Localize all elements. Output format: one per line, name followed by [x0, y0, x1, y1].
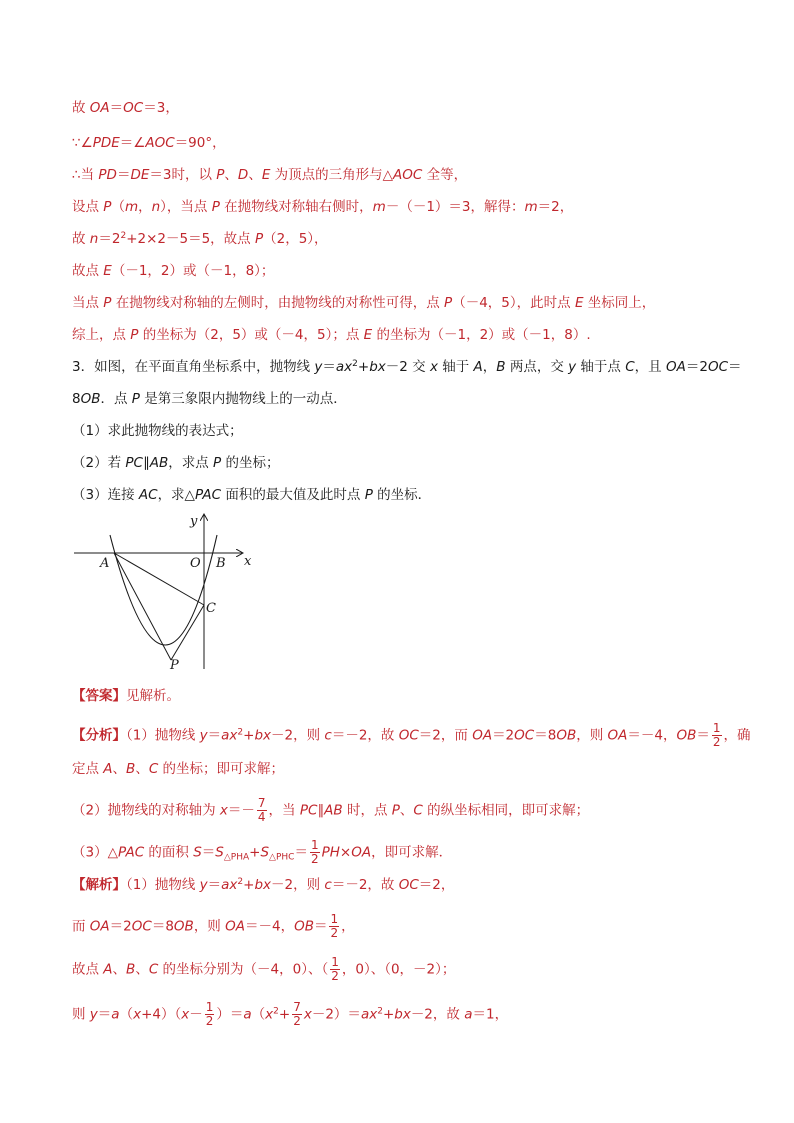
- solution-3-line-4: 则 y＝a（x+4）（x－ $\frac{1}{2}$ ）$=a(x^2+$ $\frac{7}{2}$ $x-2)=ax^2+bx-2$，故 a＝1，: [72, 1000, 509, 1028]
- label-a: A: [100, 556, 110, 571]
- solution-3-line-3: 故点 A、B、C 的坐标分别为（－4，0）、（ $\frac{1}{2}$ ，0）、（0，－2）；: [72, 955, 456, 983]
- question-3-line-2: 8OB．点 P 是第三象限内抛物线上的一动点．: [72, 391, 347, 407]
- parabola-figure: [72, 511, 272, 675]
- fraction: $\frac{1}{2}$: [205, 1000, 214, 1028]
- label-y: y: [190, 514, 198, 529]
- question-3-line-1: 3．如图，在平面直角坐标系中，抛物线 $y=ax^2+bx-2$ 交 x 轴于 A，B 两点，交 y 轴于点 C，且 OA＝2OC＝: [72, 359, 742, 375]
- segment-pc: [171, 605, 204, 660]
- solution-3-line-1: 【解析】（1）抛物线 $y=ax^2+bx-2$，则 c＝－2，故 OC＝2，: [72, 877, 455, 893]
- fraction: $\frac{1}{2}$: [330, 912, 339, 940]
- label-p: P: [170, 658, 179, 671]
- fraction: $\frac{1}{2}$: [331, 955, 339, 983]
- question-3-part-2: （2）若 PC∥AB，求点 P 的坐标；: [72, 455, 280, 471]
- fraction: $\frac{7}{2}$: [293, 1000, 301, 1028]
- solution-3-line-2: 而 OA＝2OC＝8OB，则 OA＝－4，OB＝ $\frac{1}{2}$ ，: [72, 912, 355, 940]
- solution-line-5: 故 $n=2^2+2\times 2-5=5$，故点 P（2，5），: [72, 231, 328, 247]
- label-b: B: [216, 556, 226, 571]
- label-c: C: [206, 601, 216, 616]
- solution-line-8: 综上，点 P 的坐标为（2，5）或（－4，5）；点 E 的坐标为（－1，2）或（－1，8）.: [72, 327, 591, 343]
- solution-line-7: 当点 P 在抛物线对称轴的左侧时，由抛物线的对称性可得，点 P（－4，5），此时点 E 坐标同上，: [72, 295, 656, 311]
- fraction: $\frac{1}{2}$: [712, 721, 721, 749]
- fraction: $\frac{7}{4}$: [257, 796, 266, 824]
- label-x: x: [244, 554, 252, 569]
- question-3-part-1: （1）求此抛物线的表达式；: [72, 423, 243, 439]
- solution-line-6: 故点 E（－1，2）或（－1，8）；: [72, 263, 275, 279]
- solution-line-2: ∵∠PDE＝∠AOC＝90°，: [72, 135, 226, 151]
- solution-line-1: 故 OA＝OC＝3，: [72, 100, 179, 116]
- analysis-line-1: 【分析】（1）抛物线 $y=ax^2+bx-2$，则 c＝－2，故 OC＝2，而 OA＝2OC＝8OB，则 OA＝－4，OB＝ $\frac{1}{2}$ ，确: [72, 721, 751, 749]
- question-3-part-3: （3）连接 AC，求△PAC 面积的最大值及此时点 P 的坐标．: [72, 487, 432, 503]
- solution-line-3: ∴当 PD＝DE＝3时，以 P、D、E 为顶点的三角形与△AOC 全等，: [72, 167, 468, 183]
- label-o: O: [190, 556, 201, 571]
- analysis-line-2: 定点 A、B、C 的坐标；即可求解；: [72, 761, 285, 777]
- fraction: $\frac{1}{2}$: [310, 838, 319, 866]
- solution-line-4: 设点 P（m，n），当点 P 在抛物线对称轴右侧时，m－（－1）＝3，解得：m＝2，: [72, 199, 574, 215]
- analysis-line-4: （3）△PAC 的面积 $S=S_{\triangle PHA}+S_{\triangle PHC}=$ $\frac{1}{2}$ PH×OA，即可求解．: [72, 838, 453, 866]
- parabola-curve: [110, 535, 217, 645]
- analysis-line-3: （2）抛物线的对称轴为 x＝－ $\frac{7}{4}$ ，当 PC∥AB 时，点 P、C 的纵坐标相同，即可求解；: [72, 796, 590, 824]
- parabola-diagram: [72, 511, 272, 671]
- answer-line: 【答案】见解析。: [72, 688, 180, 704]
